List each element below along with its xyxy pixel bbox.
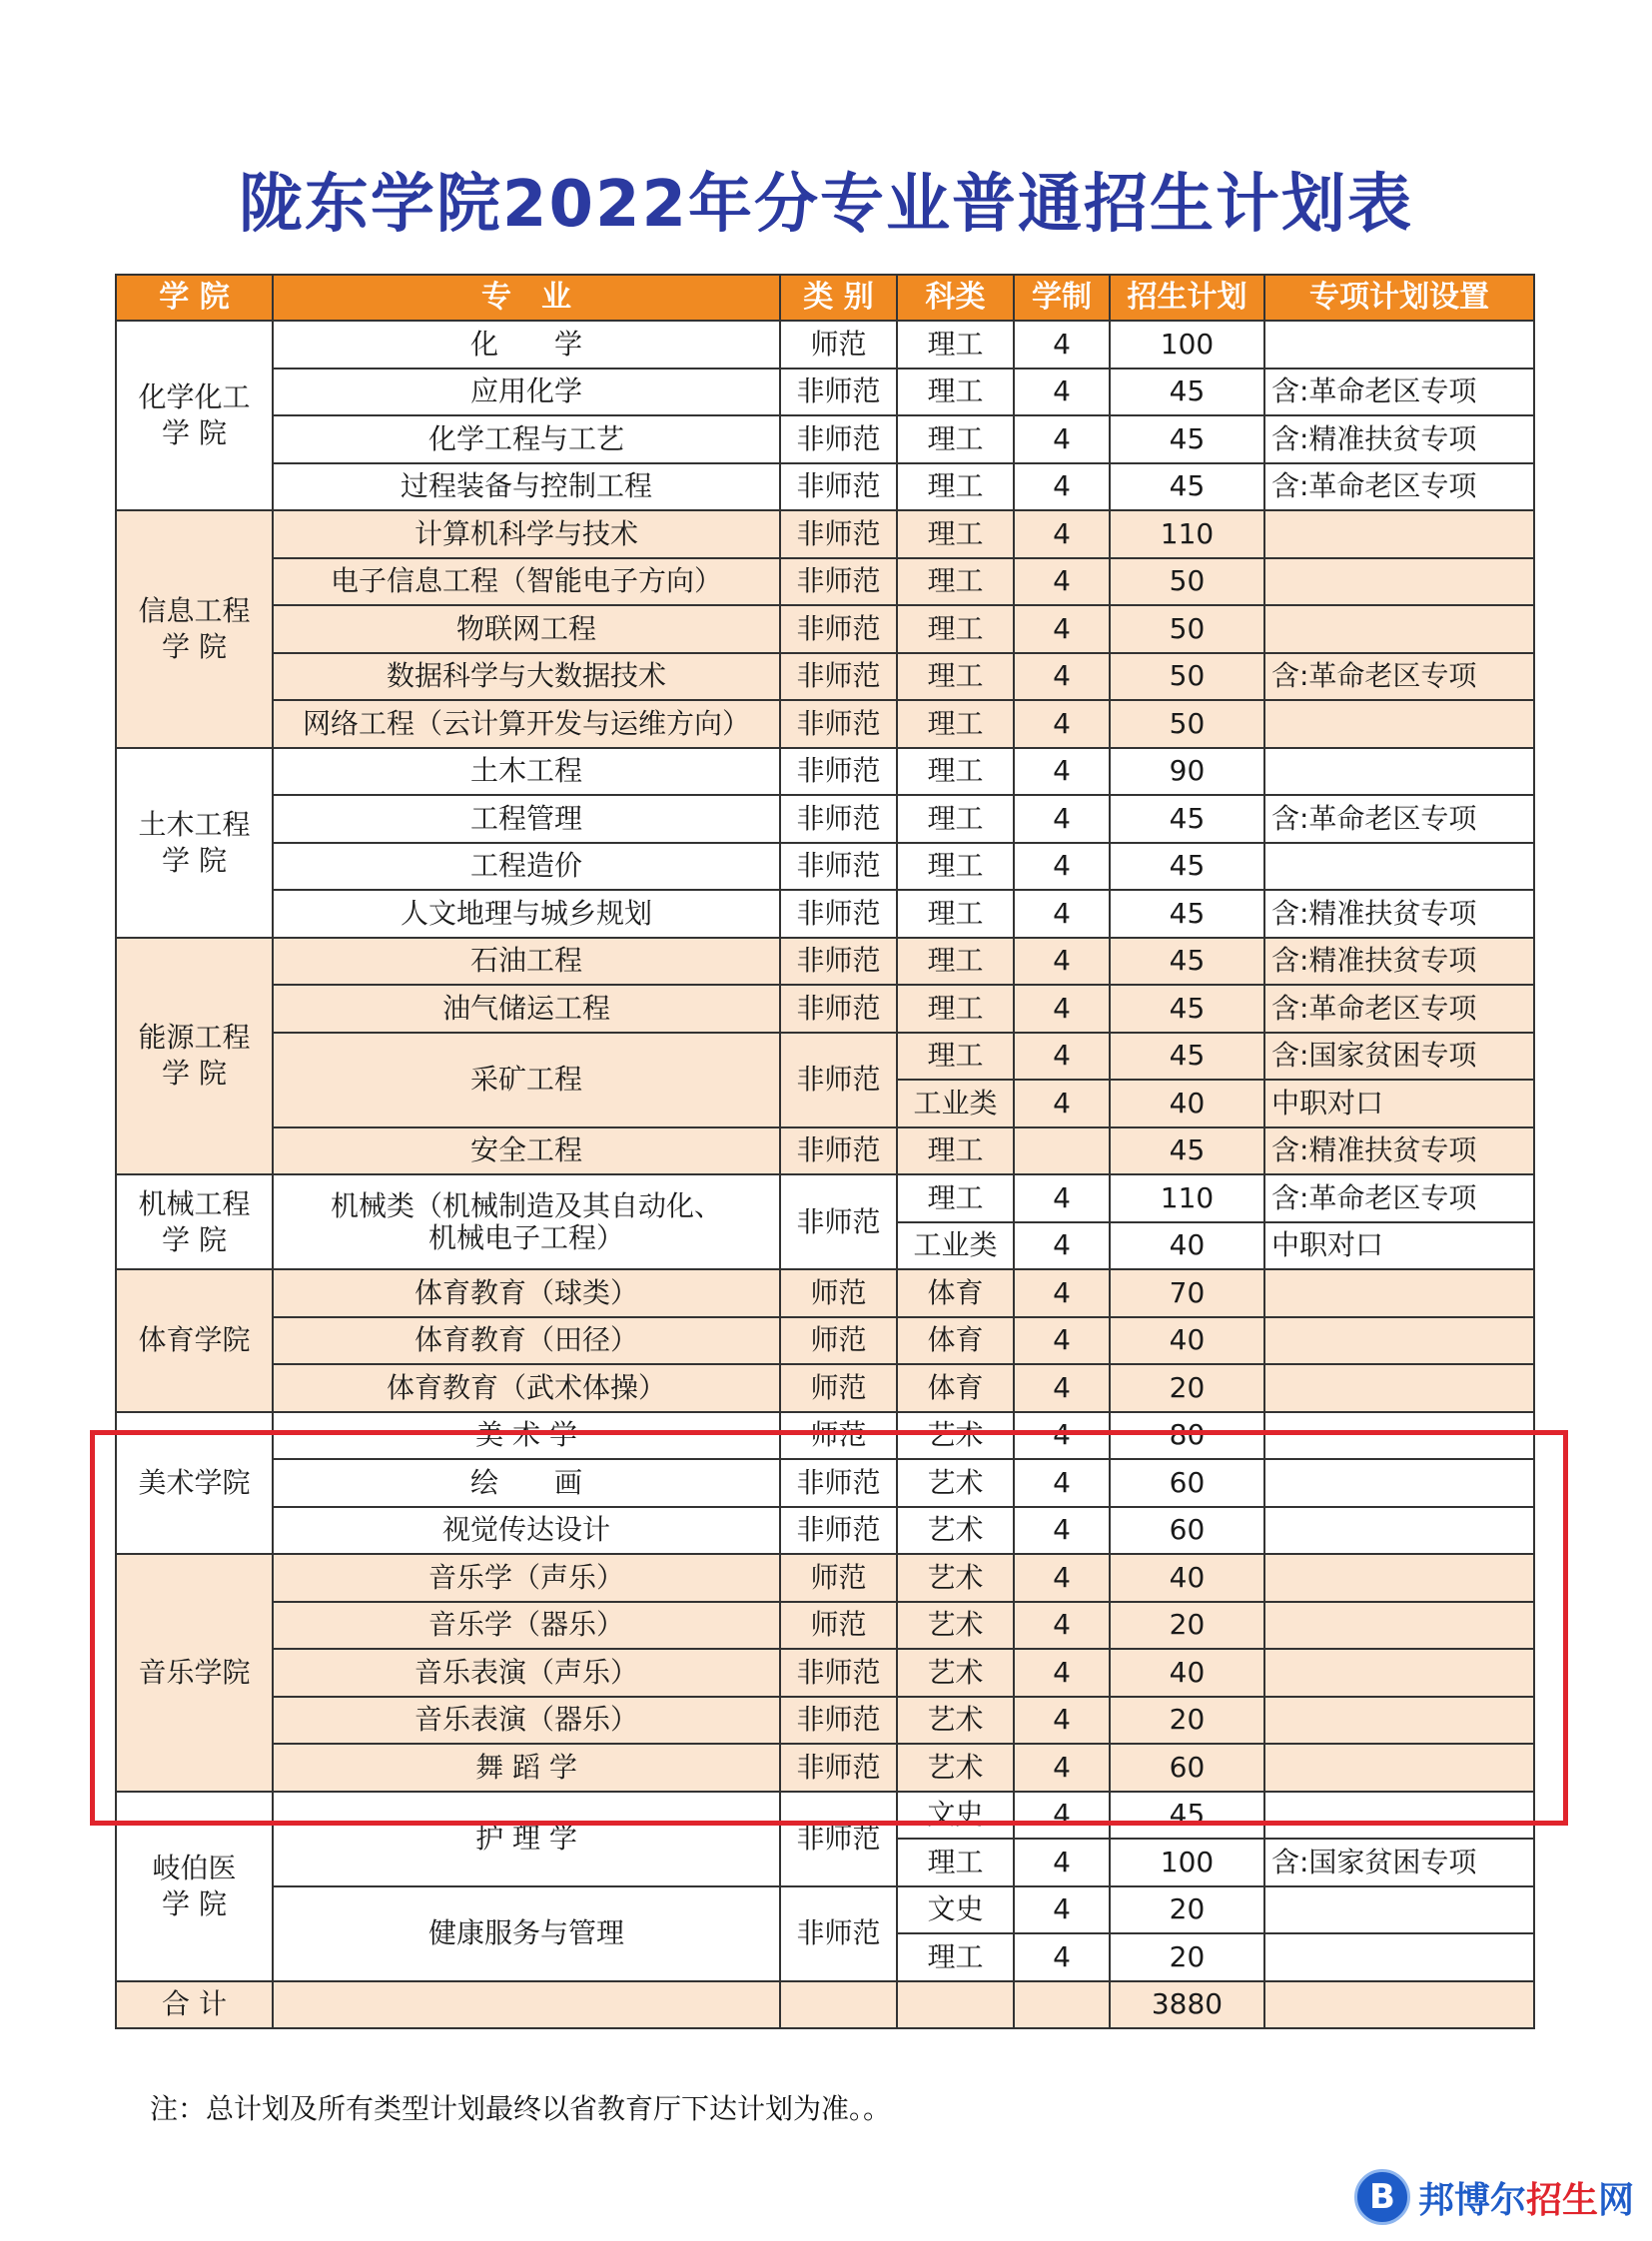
special-cell: 中职对口 [1264, 1222, 1534, 1270]
college-cell: 机械工程 学 院 [116, 1174, 273, 1269]
table-row [116, 890, 1534, 938]
major-cell: 过程装备与控制工程 [273, 463, 780, 511]
major-cell: 数据科学与大数据技术 [273, 653, 780, 701]
subject-cell: 理工 [897, 938, 1014, 986]
subject-cell: 艺术 [897, 1554, 1014, 1602]
plan-cell: 20 [1110, 1933, 1264, 1981]
type-cell: 非师范 [780, 558, 897, 606]
plan-cell: 45 [1110, 985, 1264, 1033]
watermark [1354, 2169, 1634, 2225]
total-row [116, 1981, 1534, 2029]
plan-cell: 110 [1110, 510, 1264, 558]
table-row [116, 653, 1534, 701]
special-cell: 含:精准扶贫专项 [1264, 938, 1534, 986]
years-cell: 4 [1014, 1744, 1110, 1792]
special-cell [1264, 1269, 1534, 1317]
plan-cell: 45 [1110, 1792, 1264, 1840]
table-row [116, 510, 1534, 558]
table-row [116, 1127, 1534, 1175]
plan-cell: 45 [1110, 1127, 1264, 1175]
type-cell: 非师范 [780, 748, 897, 796]
special-cell: 含:革命老区专项 [1264, 985, 1534, 1033]
major-cell: 化学工程与工艺 [273, 415, 780, 463]
major-cell: 安全工程 [273, 1127, 780, 1175]
plan-cell: 45 [1110, 890, 1264, 938]
major-cell: 美 术 学 [273, 1412, 780, 1460]
special-cell [1264, 1317, 1534, 1365]
subject-cell: 艺术 [897, 1507, 1014, 1555]
subject-cell: 理工 [897, 1033, 1014, 1081]
major-cell: 油气储运工程 [273, 985, 780, 1033]
plan-cell: 45 [1110, 463, 1264, 511]
plan-cell: 45 [1110, 843, 1264, 891]
major-cell: 音乐学（声乐） [273, 1554, 780, 1602]
major-cell: 网络工程（云计算开发与运维方向） [273, 700, 780, 748]
special-cell [1264, 321, 1534, 369]
plan-cell: 90 [1110, 748, 1264, 796]
special-cell [1264, 558, 1534, 606]
table-row [116, 1174, 1534, 1222]
subject-cell: 理工 [897, 558, 1014, 606]
years-cell: 4 [1014, 1269, 1110, 1317]
major-cell: 人文地理与城乡规划 [273, 890, 780, 938]
years-cell: 4 [1014, 369, 1110, 416]
total-empty [1014, 1981, 1110, 2029]
major-cell: 计算机科学与技术 [273, 510, 780, 558]
subject-cell: 工业类 [897, 1080, 1014, 1127]
major-cell: 体育教育（田径） [273, 1317, 780, 1365]
years-cell: 4 [1014, 1792, 1110, 1840]
plan-cell: 60 [1110, 1459, 1264, 1507]
major-cell: 音乐学（器乐） [273, 1602, 780, 1650]
special-cell: 含:国家贫困专项 [1264, 1839, 1534, 1886]
watermark-text-a: 邦博尔 [1417, 2179, 1526, 2221]
years-cell: 4 [1014, 463, 1110, 511]
watermark-text-b: 招生 [1525, 2179, 1598, 2221]
major-cell: 机械类（机械制造及其自动化、 机械电子工程） [273, 1174, 780, 1269]
subject-cell: 体育 [897, 1269, 1014, 1317]
major-cell: 护 理 学 [273, 1792, 780, 1886]
table-row [116, 1033, 1534, 1081]
plan-cell: 50 [1110, 605, 1264, 653]
years-cell: 4 [1014, 1554, 1110, 1602]
table-row [116, 795, 1534, 843]
watermark-text [1418, 2172, 1634, 2223]
subject-cell: 理工 [897, 700, 1014, 748]
subject-cell: 艺术 [897, 1412, 1014, 1460]
college-cell: 化学化工 学 院 [116, 321, 273, 510]
type-cell: 非师范 [780, 463, 897, 511]
plan-cell: 45 [1110, 415, 1264, 463]
plan-cell: 20 [1110, 1886, 1264, 1934]
table-row [116, 605, 1534, 653]
years-cell: 4 [1014, 1933, 1110, 1981]
subject-cell: 理工 [897, 985, 1014, 1033]
table-row [116, 938, 1534, 986]
plan-cell: 100 [1110, 1839, 1264, 1886]
subject-cell: 文史 [897, 1886, 1014, 1934]
type-cell: 非师范 [780, 369, 897, 416]
special-cell: 含:精准扶贫专项 [1264, 415, 1534, 463]
highlight-box [90, 1430, 1568, 1826]
watermark-text-c: 网 [1597, 2179, 1634, 2221]
total-empty [1264, 1981, 1534, 2029]
plan-cell: 45 [1110, 369, 1264, 416]
years-cell [1014, 1127, 1110, 1175]
subject-cell: 艺术 [897, 1649, 1014, 1697]
major-cell: 工程管理 [273, 795, 780, 843]
subject-cell: 工业类 [897, 1222, 1014, 1270]
type-cell: 非师范 [780, 1127, 897, 1175]
subject-cell: 艺术 [897, 1697, 1014, 1745]
type-cell: 师范 [780, 1269, 897, 1317]
subject-cell: 理工 [897, 890, 1014, 938]
plan-cell: 40 [1110, 1080, 1264, 1127]
subject-cell: 理工 [897, 795, 1014, 843]
total-empty [273, 1981, 780, 2029]
years-cell: 4 [1014, 510, 1110, 558]
special-cell [1264, 1933, 1534, 1981]
total-empty [780, 1981, 897, 2029]
special-cell [1264, 843, 1534, 891]
years-cell: 4 [1014, 1222, 1110, 1270]
type-cell: 非师范 [780, 605, 897, 653]
major-cell: 音乐表演（器乐） [273, 1697, 780, 1745]
type-cell: 师范 [780, 1412, 897, 1460]
type-cell: 师范 [780, 321, 897, 369]
table-row [116, 321, 1534, 369]
subject-cell: 理工 [897, 653, 1014, 701]
subject-cell: 理工 [897, 510, 1014, 558]
subject-cell: 体育 [897, 1364, 1014, 1412]
years-cell: 4 [1014, 558, 1110, 606]
plan-cell: 45 [1110, 795, 1264, 843]
years-cell: 4 [1014, 843, 1110, 891]
subject-cell: 理工 [897, 1174, 1014, 1222]
years-cell: 4 [1014, 1412, 1110, 1460]
years-cell: 4 [1014, 653, 1110, 701]
type-cell: 非师范 [780, 700, 897, 748]
subject-cell: 理工 [897, 605, 1014, 653]
special-cell [1264, 510, 1534, 558]
special-cell [1264, 700, 1534, 748]
type-cell: 非师范 [780, 415, 897, 463]
special-cell [1264, 605, 1534, 653]
special-cell [1264, 1364, 1534, 1412]
college-cell: 信息工程 学 院 [116, 510, 273, 748]
type-cell: 非师范 [780, 890, 897, 938]
table-row [116, 1886, 1534, 1934]
special-cell: 含:革命老区专项 [1264, 795, 1534, 843]
subject-cell: 理工 [897, 415, 1014, 463]
table-row [116, 1269, 1534, 1317]
major-cell: 体育教育（球类） [273, 1269, 780, 1317]
type-cell: 非师范 [780, 1744, 897, 1792]
type-cell: 非师范 [780, 938, 897, 986]
years-cell: 4 [1014, 1507, 1110, 1555]
table-row [116, 369, 1534, 416]
header-college: 学 院 [116, 275, 273, 321]
type-cell: 非师范 [780, 843, 897, 891]
major-cell: 体育教育（武术体操） [273, 1364, 780, 1412]
type-cell: 非师范 [780, 1792, 897, 1886]
header-years: 学制 [1014, 275, 1110, 321]
plan-cell: 70 [1110, 1269, 1264, 1317]
watermark-logo-icon: B [1354, 2169, 1410, 2225]
page-title: 陇东学院2022年分专业普通招生计划表 [238, 168, 1414, 242]
major-cell: 应用化学 [273, 369, 780, 416]
major-cell: 工程造价 [273, 843, 780, 891]
type-cell: 非师范 [780, 1033, 897, 1127]
header-plan: 招生计划 [1110, 275, 1264, 321]
subject-cell: 理工 [897, 463, 1014, 511]
type-cell: 非师范 [780, 795, 897, 843]
type-cell: 非师范 [780, 1459, 897, 1507]
college-cell: 能源工程 学 院 [116, 938, 273, 1175]
plan-cell: 80 [1110, 1412, 1264, 1460]
plan-cell: 20 [1110, 1602, 1264, 1650]
special-cell: 含:精准扶贫专项 [1264, 1127, 1534, 1175]
years-cell: 4 [1014, 985, 1110, 1033]
special-cell [1264, 1886, 1534, 1934]
special-cell: 含:革命老区专项 [1264, 463, 1534, 511]
subject-cell: 文史 [897, 1792, 1014, 1840]
type-cell: 师范 [780, 1602, 897, 1650]
subject-cell: 理工 [897, 748, 1014, 796]
subject-cell: 艺术 [897, 1602, 1014, 1650]
plan-cell: 110 [1110, 1174, 1264, 1222]
total-plan: 3880 [1110, 1981, 1264, 2029]
plan-cell: 60 [1110, 1507, 1264, 1555]
years-cell: 4 [1014, 700, 1110, 748]
major-cell: 音乐表演（声乐） [273, 1649, 780, 1697]
table-row [116, 1317, 1534, 1365]
table-row [116, 1364, 1534, 1412]
type-cell: 非师范 [780, 1507, 897, 1555]
subject-cell: 理工 [897, 843, 1014, 891]
years-cell: 4 [1014, 748, 1110, 796]
plan-cell: 100 [1110, 321, 1264, 369]
subject-cell: 理工 [897, 369, 1014, 416]
years-cell: 4 [1014, 938, 1110, 986]
special-cell: 含:革命老区专项 [1264, 1174, 1534, 1222]
major-cell: 电子信息工程（智能电子方向） [273, 558, 780, 606]
college-cell: 音乐学院 [116, 1554, 273, 1792]
subject-cell: 体育 [897, 1317, 1014, 1365]
years-cell: 4 [1014, 1649, 1110, 1697]
subject-cell: 艺术 [897, 1459, 1014, 1507]
type-cell: 非师范 [780, 1697, 897, 1745]
table-row [116, 415, 1534, 463]
years-cell: 4 [1014, 1602, 1110, 1650]
table-row [116, 843, 1534, 891]
total-empty [897, 1981, 1014, 2029]
footnote: 注：总计划及所有类型计划最终以省教育厅下达计划为准。。 [150, 2092, 892, 2125]
type-cell: 非师范 [780, 653, 897, 701]
major-cell: 物联网工程 [273, 605, 780, 653]
plan-cell: 40 [1110, 1222, 1264, 1270]
plan-cell: 60 [1110, 1744, 1264, 1792]
type-cell: 非师范 [780, 1649, 897, 1697]
special-cell: 含:国家贫困专项 [1264, 1033, 1534, 1081]
years-cell: 4 [1014, 1364, 1110, 1412]
college-cell: 岐伯医 学 院 [116, 1792, 273, 1981]
type-cell: 师范 [780, 1364, 897, 1412]
years-cell: 4 [1014, 415, 1110, 463]
plan-cell: 40 [1110, 1649, 1264, 1697]
years-cell: 4 [1014, 605, 1110, 653]
major-cell: 舞 蹈 学 [273, 1744, 780, 1792]
subject-cell: 理工 [897, 1839, 1014, 1886]
plan-cell: 40 [1110, 1317, 1264, 1365]
plan-cell: 50 [1110, 653, 1264, 701]
plan-cell: 50 [1110, 700, 1264, 748]
subject-cell: 理工 [897, 1933, 1014, 1981]
special-cell [1264, 748, 1534, 796]
years-cell: 4 [1014, 795, 1110, 843]
years-cell: 4 [1014, 321, 1110, 369]
major-cell: 健康服务与管理 [273, 1886, 780, 1981]
special-cell: 中职对口 [1264, 1080, 1534, 1127]
table-row [116, 463, 1534, 511]
table-row [116, 558, 1534, 606]
type-cell: 师范 [780, 1554, 897, 1602]
years-cell: 4 [1014, 1839, 1110, 1886]
table-row [116, 985, 1534, 1033]
table-header-row [116, 275, 1534, 321]
years-cell: 4 [1014, 1033, 1110, 1081]
header-subject: 科类 [897, 275, 1014, 321]
header-major: 专 业 [273, 275, 780, 321]
header-special: 专项计划设置 [1264, 275, 1534, 321]
plan-cell: 45 [1110, 1033, 1264, 1081]
years-cell: 4 [1014, 1174, 1110, 1222]
major-cell: 石油工程 [273, 938, 780, 986]
plan-cell: 40 [1110, 1554, 1264, 1602]
years-cell: 4 [1014, 1317, 1110, 1365]
type-cell: 非师范 [780, 985, 897, 1033]
years-cell: 4 [1014, 1886, 1110, 1934]
years-cell: 4 [1014, 890, 1110, 938]
college-cell: 美术学院 [116, 1412, 273, 1555]
major-cell: 土木工程 [273, 748, 780, 796]
years-cell: 4 [1014, 1459, 1110, 1507]
subject-cell: 艺术 [897, 1744, 1014, 1792]
major-cell: 化 学 [273, 321, 780, 369]
special-cell: 含:精准扶贫专项 [1264, 890, 1534, 938]
type-cell: 非师范 [780, 1886, 897, 1981]
header-type: 类 别 [780, 275, 897, 321]
table-row [116, 748, 1534, 796]
years-cell: 4 [1014, 1080, 1110, 1127]
years-cell: 4 [1014, 1697, 1110, 1745]
plan-cell: 45 [1110, 938, 1264, 986]
major-cell: 绘 画 [273, 1459, 780, 1507]
table-row [116, 700, 1534, 748]
special-cell: 含:革命老区专项 [1264, 369, 1534, 416]
college-cell: 土木工程 学 院 [116, 748, 273, 938]
type-cell: 师范 [780, 1317, 897, 1365]
major-cell: 视觉传达设计 [273, 1507, 780, 1555]
plan-cell: 50 [1110, 558, 1264, 606]
total-label: 合 计 [116, 1981, 273, 2029]
plan-cell: 20 [1110, 1697, 1264, 1745]
subject-cell: 理工 [897, 1127, 1014, 1175]
major-cell: 采矿工程 [273, 1033, 780, 1127]
special-cell: 含:革命老区专项 [1264, 653, 1534, 701]
type-cell: 非师范 [780, 1174, 897, 1269]
subject-cell: 理工 [897, 321, 1014, 369]
plan-cell: 20 [1110, 1364, 1264, 1412]
type-cell: 非师范 [780, 510, 897, 558]
college-cell: 体育学院 [116, 1269, 273, 1412]
